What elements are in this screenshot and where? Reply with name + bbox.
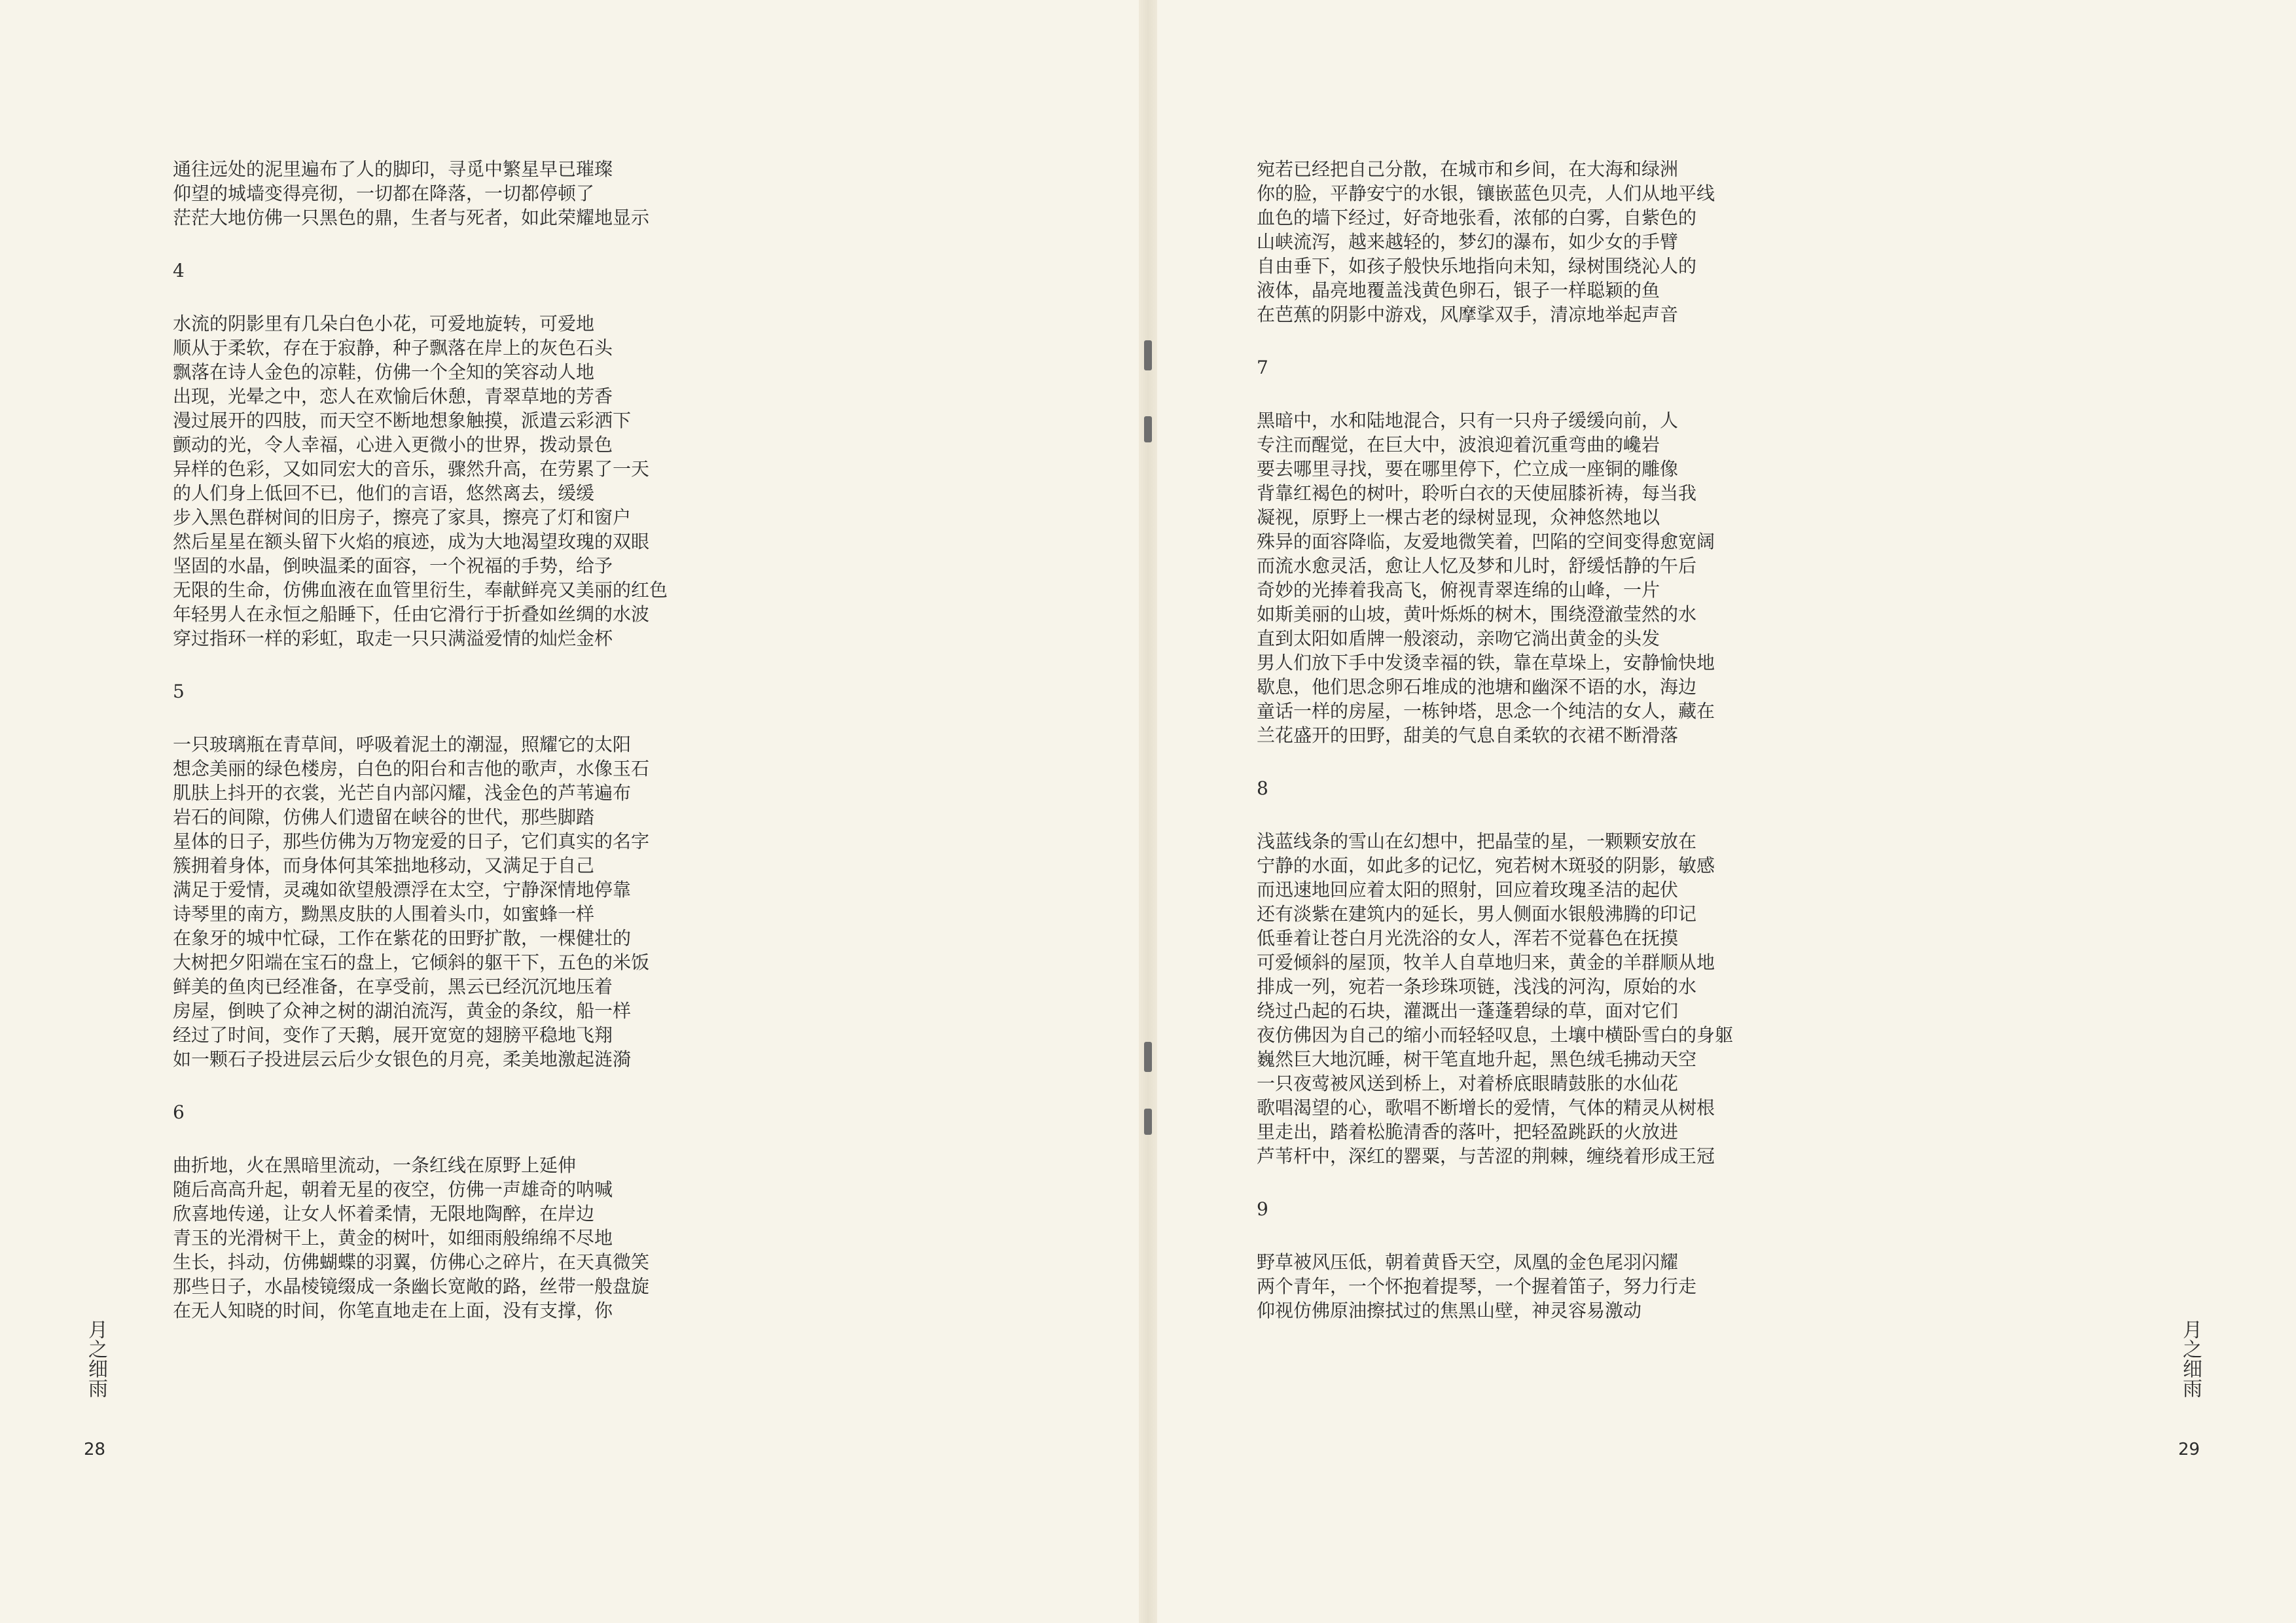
section-number: 9: [1257, 1198, 1268, 1220]
poem-line: 满足于爱情，灵魂如欲望般漂浮在太空，宁静深情地停靠: [173, 879, 632, 901]
poem-line: 宛若已经把自己分散，在城市和乡间，在大海和绿洲: [1257, 158, 1679, 180]
poem-line: 顺从于柔软，存在于寂静，种子飘落在岸上的灰色石头: [173, 337, 613, 359]
poem-line: 液体，晶亮地覆盖浅黄色卵石，银子一样聪颖的鱼: [1257, 279, 1660, 301]
poem-line: 房屋，倒映了众神之树的湖泊流泻，黄金的条纹，船一样: [173, 1000, 632, 1022]
poem-line: 的人们身上低回不已，他们的言语，悠然离去，缓缓: [173, 482, 595, 504]
poem-line: 通往远处的泥里遍布了人的脚印，寻觅中繁星早已璀璨: [173, 158, 613, 180]
poem-line: 无限的生命，仿佛血液在血管里衍生，奉献鲜亮又美丽的红色: [173, 579, 668, 601]
poem-line: 星体的日子，那些仿佛为万物宠爱的日子，它们真实的名字: [173, 830, 650, 852]
right-page: [1157, 0, 2296, 1623]
right-running-title: [2178, 1319, 2202, 1398]
poem-line: 步入黑色群树间的旧房子，擦亮了家具，擦亮了灯和窗户: [173, 507, 632, 528]
stanza: [173, 732, 668, 1071]
book-gutter: [1139, 0, 1157, 1623]
poem-line: 飘落在诗人金色的凉鞋，仿佛一个全知的笑容动人地: [173, 361, 595, 383]
staple: [1144, 416, 1152, 442]
right-text-column: [1257, 157, 1733, 1351]
section-number: 4: [173, 260, 185, 281]
stanza: [173, 1153, 668, 1323]
running-title-text: 月之细雨: [2179, 1319, 2202, 1398]
poem-line: 奇妙的光捧着我高飞，俯视青翠连绵的山峰，一片: [1257, 579, 1660, 601]
poem-line: 在象牙的城中忙碌，工作在紫花的田野扩散，一棵健壮的: [173, 927, 632, 949]
left-page: [0, 0, 1139, 1623]
poem-line: 低垂着让苍白月光洗浴的女人，浑若不觉暮色在抚摸: [1257, 927, 1679, 949]
poem-line: 要去哪里寻找，要在哪里停下，伫立成一座铜的雕像: [1257, 458, 1679, 480]
poem-line: 肌肤上抖开的衣裳，光芒自内部闪耀，浅金色的芦苇遍布: [173, 782, 632, 804]
poem-line: 在芭蕉的阴影中游戏，风摩挲双手，清凉地举起声音: [1257, 304, 1679, 325]
poem-line: 殊异的面容降临，友爱地微笑着，凹陷的空间变得愈宽阔: [1257, 531, 1715, 552]
staple: [1144, 1109, 1152, 1135]
poem-line: 然后星星在额头留下火焰的痕迹，成为大地渴望玫瑰的双眼: [173, 531, 650, 552]
poem-line: 夜仿佛因为自己的缩小而轻轻叹息，土壤中横卧雪白的身躯: [1257, 1024, 1734, 1046]
section-number: 6: [173, 1101, 185, 1123]
poem-line: 血色的墙下经过，好奇地张看，浓郁的白雾，自紫色的: [1257, 207, 1697, 228]
poem-line: 随后高高升起，朝着无星的夜空，仿佛一声雄奇的呐喊: [173, 1179, 613, 1200]
poem-line: 歇息，他们思念卵石堆成的池塘和幽深不语的水，海边: [1257, 676, 1697, 698]
poem-line: 童话一样的房屋，一栋钟塔，思念一个纯洁的女人，藏在: [1257, 700, 1715, 722]
poem-line: 颤动的光，令人幸福，心进入更微小的世界，拨动景色: [173, 434, 613, 455]
stanza: [173, 312, 668, 651]
section-number: 8: [1257, 777, 1268, 799]
poem-line: 男人们放下手中发烫幸福的铁，靠在草垛上，安静愉快地: [1257, 652, 1715, 673]
poem-line: 那些日子，水晶棱镜缀成一条幽长宽敞的路，丝带一般盘旋: [173, 1275, 650, 1297]
left-text-column: [173, 157, 668, 1351]
poem-line: 一只夜莺被风送到桥上，对着桥底眼睛鼓胀的水仙花: [1257, 1073, 1679, 1094]
poem-line: 背靠红褐色的树叶，聆听白衣的天使屈膝祈祷，每当我: [1257, 482, 1697, 504]
poem-line: 想念美丽的绿色楼房，白色的阳台和吉他的歌声，水像玉石: [173, 758, 650, 779]
poem-line: 专注而醒觉，在巨大中，波浪迎着沉重弯曲的巉岩: [1257, 434, 1660, 455]
poem-line: 里走出，踏着松脆清香的落叶，把轻盈跳跃的火放进: [1257, 1121, 1679, 1143]
poem-line: 曲折地，火在黑暗里流动，一条红线在原野上延伸: [173, 1154, 577, 1176]
poem-line: 欣喜地传递，让女人怀着柔情，无限地陶醉，在岸边: [173, 1203, 595, 1224]
poem-line: 一只玻璃瓶在青草间，呼吸着泥土的潮湿，照耀它的太阳: [173, 734, 632, 755]
poem-line: 簇拥着身体，而身体何其笨拙地移动，又满足于自己: [173, 855, 595, 876]
poem-line: 芦苇杆中，深红的罂粟，与苦涩的荆棘，缠绕着形成王冠: [1257, 1145, 1715, 1167]
poem-line: 仰望的城墙变得亮彻，一切都在降落，一切都停顿了: [173, 183, 595, 204]
poem-line: 青玉的光滑树干上，黄金的树叶，如细雨般绵绵不尽地: [173, 1227, 613, 1249]
poem-line: 年轻男人在永恒之船睡下，任由它滑行于折叠如丝绸的水波: [173, 603, 650, 625]
poem-line: 在无人知晓的时间，你笔直地走在上面，没有支撑，你: [173, 1300, 613, 1321]
poem-line: 水流的阴影里有几朵白色小花，可爱地旋转，可爱地: [173, 313, 595, 334]
poem-line: 岩石的间隙，仿佛人们遗留在峡谷的世代，那些脚踏: [173, 806, 595, 828]
stanza: [1257, 1250, 1733, 1323]
running-title-text: 月之细雨: [84, 1319, 107, 1398]
poem-line: 生长，抖动，仿佛蝴蝶的羽翼，仿佛心之碎片，在天真微笑: [173, 1251, 650, 1273]
left-running-title: [84, 1319, 107, 1398]
poem-line: 诗琴里的南方，黝黑皮肤的人围着头巾，如蜜蜂一样: [173, 903, 595, 925]
poem-line: 巍然巨大地沉睡，树干笔直地升起，黑色绒毛拂动天空: [1257, 1048, 1697, 1070]
poem-line: 野草被风压低，朝着黄昏天空，凤凰的金色尾羽闪耀: [1257, 1251, 1679, 1273]
poem-line: 山峡流泻，越来越轻的，梦幻的瀑布，如少女的手臂: [1257, 231, 1679, 253]
section-number: 5: [173, 681, 185, 702]
poem-line: 可爱倾斜的屋顶，牧羊人自草地归来，黄金的羊群顺从地: [1257, 952, 1715, 973]
poem-line: 两个青年，一个怀抱着提琴，一个握着笛子，努力行走: [1257, 1275, 1697, 1297]
staple: [1144, 340, 1152, 370]
poem-line: 黑暗中，水和陆地混合，只有一只舟子缓缓向前，人: [1257, 410, 1679, 431]
poem-line: 出现，光晕之中，恋人在欢愉后休憩，青翠草地的芳香: [173, 385, 613, 407]
staple: [1144, 1042, 1152, 1072]
stanza: [1257, 829, 1733, 1168]
poem-line: 坚固的水晶，倒映温柔的面容，一个祝福的手势，给予: [173, 555, 613, 577]
poem-line: 鲜美的鱼肉已经准备，在享受前，黑云已经沉沉地压着: [173, 976, 613, 997]
poem-line: 而迅速地回应着太阳的照射，回应着玫瑰圣洁的起伏: [1257, 879, 1679, 901]
stanza: [1257, 157, 1733, 327]
stanza: [173, 157, 668, 230]
poem-line: 而流水愈灵活，愈让人忆及梦和儿时，舒缓恬静的午后: [1257, 555, 1697, 577]
poem-line: 排成一列，宛若一条珍珠项链，浅浅的河沟，原始的水: [1257, 976, 1697, 997]
poem-line: 歌唱渴望的心，歌唱不断增长的爱情，气体的精灵从树根: [1257, 1097, 1715, 1118]
poem-line: 大树把夕阳端在宝石的盘上，它倾斜的躯干下，五色的米饭: [173, 952, 650, 973]
poem-line: 异样的色彩，又如同宏大的音乐，骤然升高，在劳累了一天: [173, 458, 650, 480]
poem-line: 茫茫大地仿佛一只黑色的鼎，生者与死者，如此荣耀地显示: [173, 207, 650, 228]
poem-line: 还有淡紫在建筑内的延长，男人侧面水银般沸腾的印记: [1257, 903, 1697, 925]
stanza: [1257, 408, 1733, 747]
left-page-number: 28: [84, 1440, 106, 1459]
poem-line: 经过了时间，变作了天鹅，展开宽宽的翅膀平稳地飞翔: [173, 1024, 613, 1046]
poem-line: 兰花盛开的田野，甜美的气息自柔软的衣裙不断滑落: [1257, 724, 1679, 746]
poem-line: 如斯美丽的山坡，黄叶烁烁的树木，围绕澄澈莹然的水: [1257, 603, 1697, 625]
poem-line: 如一颗石子投进层云后少女银色的月亮，柔美地激起涟漪: [173, 1048, 632, 1070]
poem-line: 浅蓝线条的雪山在幻想中，把晶莹的星，一颗颗安放在: [1257, 830, 1697, 852]
poem-line: 凝视，原野上一棵古老的绿树显现，众神悠然地以: [1257, 507, 1660, 528]
poem-line: 宁静的水面，如此多的记忆，宛若树木斑驳的阴影，敏感: [1257, 855, 1715, 876]
right-page-number: 29: [2178, 1440, 2200, 1459]
poem-line: 漫过展开的四肢，而天空不断地想象触摸，派遣云彩洒下: [173, 410, 632, 431]
poem-line: 你的脸，平静安宁的水银，镶嵌蓝色贝壳，人们从地平线: [1257, 183, 1715, 204]
section-number: 7: [1257, 357, 1268, 378]
poem-line: 直到太阳如盾牌一般滚动，亲吻它淌出黄金的头发: [1257, 628, 1660, 649]
poem-line: 绕过凸起的石块，灌溉出一蓬蓬碧绿的草，面对它们: [1257, 1000, 1679, 1022]
poem-line: 仰视仿佛原油擦拭过的焦黑山壁，神灵容易激动: [1257, 1300, 1642, 1321]
poem-line: 穿过指环一样的彩虹，取走一只只满溢爱情的灿烂金杯: [173, 628, 613, 649]
poem-line: 自由垂下，如孩子般快乐地指向未知，绿树围绕沁人的: [1257, 255, 1697, 277]
